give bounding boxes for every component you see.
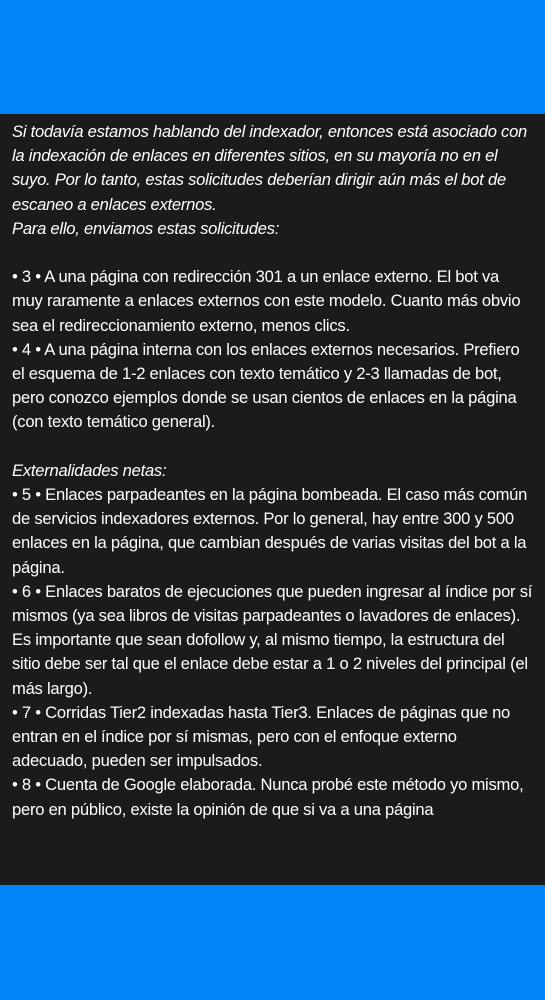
list-item-5: • 5 • Enlaces parpadeantes en la página bombeada. El caso más común de servicios indexadores externos. Por lo general, hay entre 300 y 500 enlaces en la página, que cambian después de varias visitas del bot a la página. [12, 485, 528, 577]
text-panel [0, 114, 545, 885]
list-item-3: • 3 • A una página con redirección 301 a un enlace externo. El bot va muy raramente a enlaces externos con este modelo. Cuanto más obvio sea el redireccionamiento externo, menos clics. [12, 267, 521, 335]
list-item-8: • 8 • Cuenta de Google elaborada. Nunca probé este método yo mismo, pero en público, existe la opinión de que si va a una página [12, 775, 524, 819]
list-item-4: • 4 • A una página interna con los enlaces externos necesarios. Prefiero el esquema de 1-2 enlaces con texto temático y 2-3 llamadas de bot, pero conozco ejemplos donde se usan cientos de enlaces en la página (con texto temático general). [12, 339, 520, 432]
paragraph-spacer [12, 241, 533, 265]
paragraph-spacer [12, 435, 533, 459]
section-heading: Externalidades netas: [12, 460, 167, 480]
list-item-7: • 7 • Corridas Tier2 indexadas hasta Tier3. Enlaces de páginas que no entran en el índice por sí mismas, pero con el enfoque externo adecuado, pueden ser impulsados. [12, 702, 511, 771]
list-item-6: • 6 • Enlaces baratos de ejecuciones que pueden ingresar al índice por sí mismos (ya sea libros de visitas parpadeantes o lavadores de enlaces). Es importante que sean dofollow y, al mismo tiempo, la estructura del sitio debe ser tal que el enlace debe estar a 1 o 2 niveles del principal (el más largo). [12, 581, 533, 698]
intro-paragraph: Si todavía estamos hablando del indexador, entonces está asociado con la indexación de enlaces en diferentes sitios, en su mayoría no en el suyo. Por lo tanto, estas solicitudes deberían dirigir aún más el bot de escaneo a enlaces externos. [12, 122, 528, 214]
intro-requests-line: Para ello, enviamos estas solicitudes: [12, 218, 280, 238]
